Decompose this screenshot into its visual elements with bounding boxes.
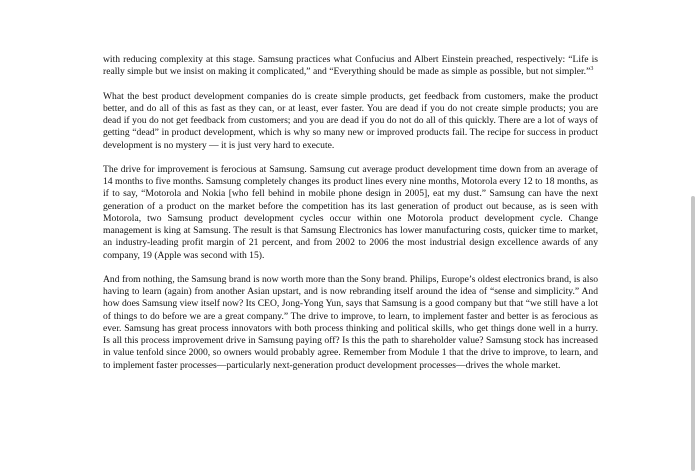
paragraph-3: The drive for improvement is ferocious at Samsung. Samsung cut average product development time down from an average of 14 months to five months. Samsung completely changes its product lines every nine months, Motorola every 12 to 18 months, as if to say, “Motorola and Nokia [who fell behind in mobile phone design in 2005], eat my dust.” Samsung can have the next generation of a product on the market before the competition has its last generation of product out because, as is seen with Motorola, two Samsung product development cycles occur within one Motorola product development cycle. Change management is king at Samsung. The result is that Samsung Electronics has lower manufacturing costs, quicker time to market, an industry-leading profit margin of 21 percent, and from 2002 to 2006 the most industrial design excellence awards of any company, 19 (Apple was second with 15). xyxy=(103,163,598,261)
document-page xyxy=(103,54,598,384)
paragraph-4: And from nothing, the Samsung brand is now worth more than the Sony brand. Philips, Europe’s oldest electronics brand, is also having to learn (again) from another Asian upstart, and is now rebranding itself around the idea of “sense and simplicity.” And how does Samsung view itself now? Its CEO, Jong-Yong Yun, says that Samsung is a good company but that “we still have a lot of things to do before we are a great company.” The drive to improve, to learn, to implement faster and better is as ferocious as ever. Samsung has great process innovators with both process thinking and political skills, who get things done well in a hurry. Is all this process improvement drive in Samsung paying off? Is this the path to shareholder value? Samsung stock has increased in value tenfold since 2000, so owners would probably agree. Remember from Module 1 that the drive to improve, to learn, and to implement faster processes—particularly next-generation product development processes—drives the whole market. xyxy=(103,273,598,371)
paragraph-1 xyxy=(103,54,598,79)
paragraph-2: What the best product development companies do is create simple products, get feedback from customers, make the product better, and do all of this as fast as they can, or at least, ever faster. You are dead if you do not create simple products; you are dead if you do not get feedback from customers; and you are dead if you do not do all of this quickly. There are a lot of ways of getting “dead” in product development, which is why so many new or improved products fail. The recipe for success in product development is no mystery — it is just very hard to execute. xyxy=(103,90,598,151)
scrollbar-thumb[interactable] xyxy=(691,196,695,471)
vertical-scrollbar[interactable] xyxy=(691,0,697,471)
footnote-marker[interactable]: 3 xyxy=(590,66,594,73)
paragraph-1-text: with reducing complexity at this stage. Samsung practices what Confucius and Albert Einstein preached, respectively: “Life is really simple but we insist on making it complicated,” and “Everything should be made as simple as possible, but not simpler.” xyxy=(103,54,598,78)
